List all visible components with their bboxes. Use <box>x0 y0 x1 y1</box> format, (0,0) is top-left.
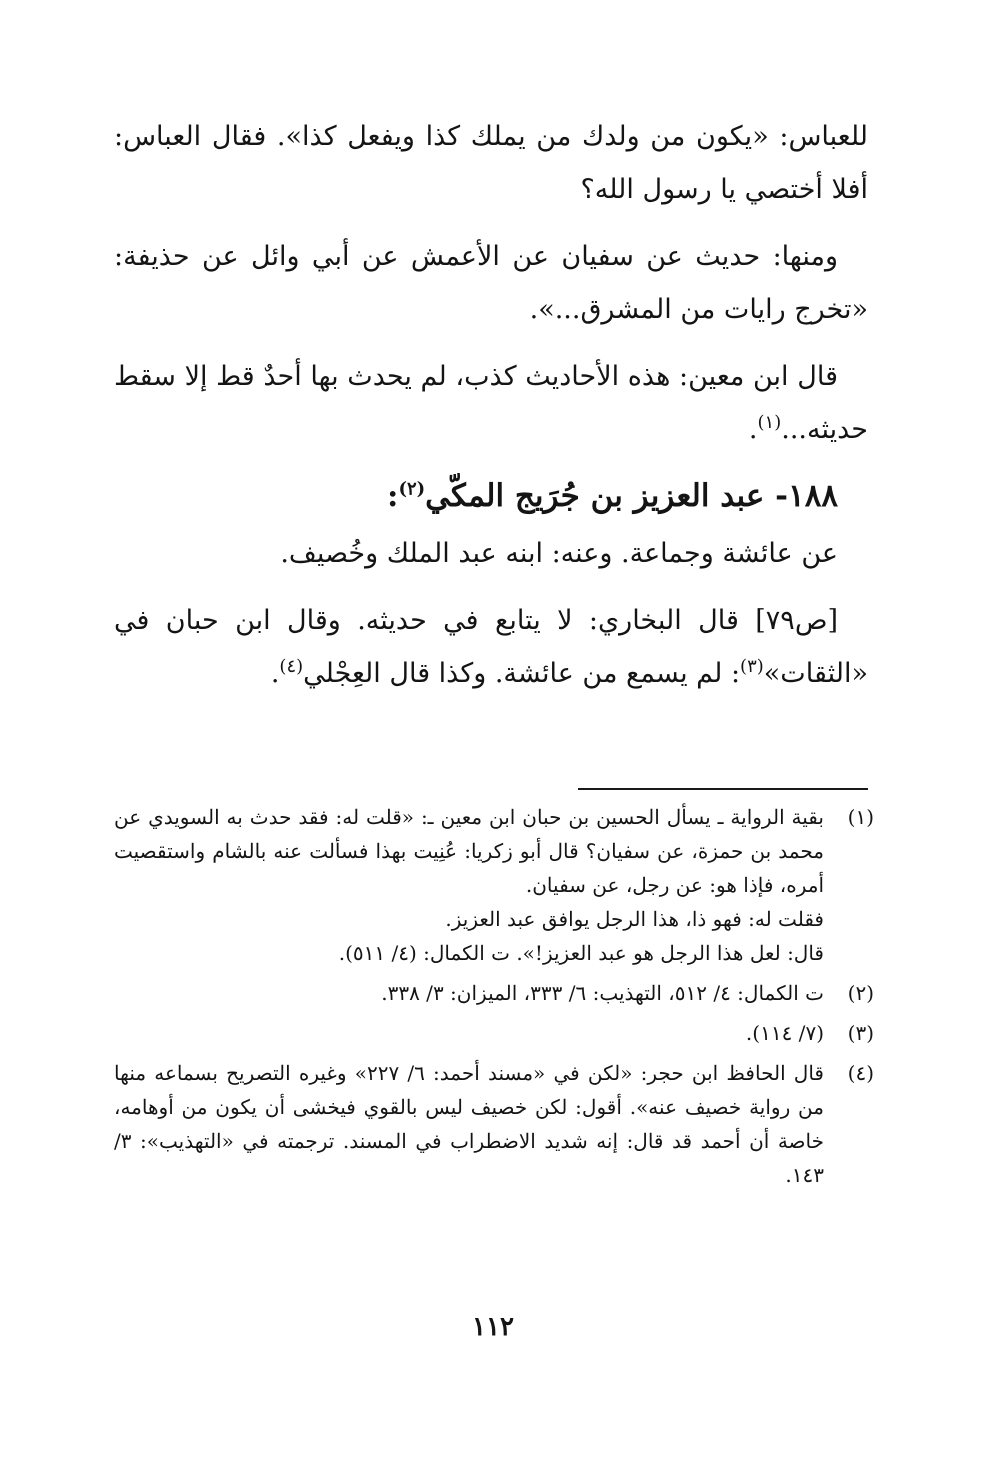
footnote-2-number: (٢) <box>847 981 874 1005</box>
paragraph-1 <box>114 110 868 216</box>
paragraph-5-text-a: [ص٧٩] قال البخاري: لا يتابع في حديثه. وقال ابن حبان في «الثقات» <box>114 605 868 689</box>
footnote-3-line-1: (٧/ ١١٤). <box>745 1021 824 1045</box>
footnote-1-body <box>114 800 824 970</box>
page-number: ١١٢ <box>472 1312 514 1342</box>
paragraph-4 <box>114 527 868 580</box>
footnote-3-number: (٣) <box>847 1021 874 1045</box>
paragraph-5-text-b: : لم يسمع من عائشة. وكذا قال العِجْلي <box>303 658 741 689</box>
paragraph-5-end: . <box>270 658 280 689</box>
footnote-ref-2[interactable]: (٢) <box>398 478 426 500</box>
footnote-2-line-1: ت الكمال: ٤/ ٥١٢، التهذيب: ٦/ ٣٣٣، الميزان: ٣/ ٣٣٨. <box>381 981 824 1005</box>
footnote-3-body <box>114 1016 824 1050</box>
footnote-1 <box>114 800 874 970</box>
footnote-ref-4[interactable]: (٤) <box>279 656 304 677</box>
footnote-1-line-1: بقية الرواية ـ يسأل الحسين بن حبان ابن معين ـ: «قلت له: فقد حدث به السويدي عن محمد بن حمزة، عن سفيان؟ قال أبو زكريا: عُنِيت بهذا فسألت عنه بالشام واستقصيت أمره، فإذا هو: عن رجل، عن سفيان. <box>114 805 824 897</box>
paragraph-5 <box>114 594 868 700</box>
paragraph-1-text: للعباس: «يكون من ولدك من يملك كذا ويفعل كذا». فقال العباس: أفلا أختصي يا رسول الله؟ <box>114 121 868 205</box>
footnote-4 <box>114 1056 874 1192</box>
footnote-3 <box>114 1016 874 1050</box>
footnote-4-number: (٤) <box>847 1061 874 1085</box>
entry-heading-end: : <box>386 478 399 514</box>
entry-heading-text: ١٨٨- عبد العزيز بن جُرَيج المكّي <box>425 478 838 514</box>
paragraph-2-text: ومنها: حديث عن سفيان عن الأعمش عن أبي وائل عن حذيفة: «تخرج رايات من المشرق...». <box>114 241 868 325</box>
footnote-2 <box>114 976 874 1010</box>
paragraph-3 <box>114 350 868 456</box>
footnote-ref-1[interactable]: (١) <box>757 412 782 433</box>
footnote-2-body <box>114 976 824 1010</box>
footnotes <box>114 800 874 1198</box>
footnote-1-line-3: قال: لعل هذا الرجل هو عبد العزيز!». ت الكمال: (٤/ ٥١١). <box>338 941 824 965</box>
paragraph-3-text: قال ابن معين: هذه الأحاديث كذب، لم يحدث بها أحدٌ قط إلا سقط حديثه... <box>114 361 868 445</box>
paragraph-4-text: عن عائشة وجماعة. وعنه: ابنه عبد الملك وخُصيف. <box>280 538 838 569</box>
paragraph-3-end: . <box>748 414 758 445</box>
main-text <box>114 110 868 714</box>
footnote-1-number: (١) <box>847 805 874 829</box>
footnote-4-line-1: قال الحافظ ابن حجر: «لكن في «مسند أحمد: ٦/ ٢٢٧» وغيره التصريح بسماعه منها من رواية خصيف عنه». أقول: لكن خصيف ليس بالقوي فيخشى أن يكون من أوهامه، خاصة أن أحمد قد قال: إنه شديد الاضطراب في المسند. ترجمته في «التهذيب»: ٣/ ١٤٣. <box>114 1061 824 1187</box>
paragraph-2 <box>114 230 868 336</box>
entry-heading <box>114 470 868 523</box>
footnote-4-body <box>114 1056 824 1192</box>
footnote-1-line-2: فقلت له: فهو ذا، هذا الرجل يوافق عبد العزيز. <box>445 907 824 931</box>
footnote-separator <box>578 788 868 790</box>
footnote-ref-3[interactable]: (٣) <box>740 656 764 677</box>
